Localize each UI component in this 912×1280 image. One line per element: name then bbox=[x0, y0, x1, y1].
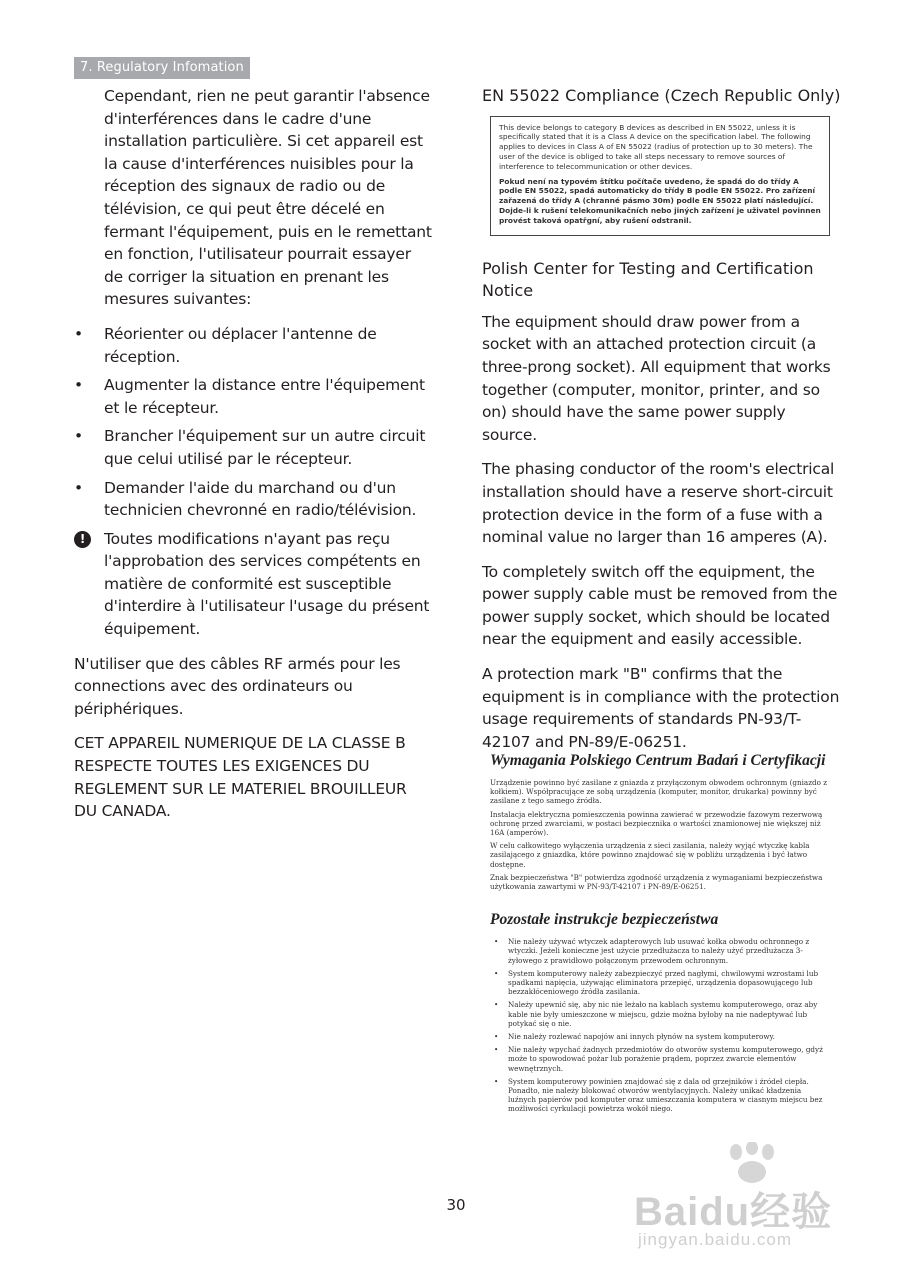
polish-center-heading: Polish Center for Testing and Certification Notice bbox=[482, 258, 814, 301]
polish-requirements-scan bbox=[482, 752, 842, 1118]
watermark-url: jingyan.baidu.com bbox=[638, 1230, 793, 1249]
bullet-icon: • bbox=[74, 427, 83, 446]
polish-paragraph: W celu całkowitego wyłączenia urządzenia z sieci zasilania, należy wyjąć wtyczkę kabla zasilającego z gniazdka, które powinno znajdować się w pobliżu urządzenia i być łatwo dostępne. bbox=[490, 841, 810, 869]
interference-paragraph: Cependant, rien ne peut garantir l'absence d'interférences dans le cadre d'une installation particulière. Si cet appareil est la cause d'interférences nuisibles pour la réception des signaux de radio ou de télévision, ce qui peut être décelé en fermant l'équipement, puis en le remettant en fonction, l'utilisateur pourrait essayer de corriger la situation en prenant les mesures suivantes: bbox=[104, 87, 432, 309]
polish-requirements-title: Wymagania Polskiego Centrum Badań i Certyfikacji bbox=[490, 752, 826, 769]
polish-paragraph: Urządzenie powinno być zasilane z gniazda z przyłączonym obwodem ochronnym (gniazdo z kołkiem). Współpracujące ze sobą urządzenia (komputer, monitor, drukarka) powinny być zasilane z tego samego źródła. bbox=[490, 778, 827, 806]
list-item: • Réorienter ou déplacer l'antenne de réception. bbox=[74, 324, 377, 366]
watermark-brand: Baidu经验 bbox=[634, 1190, 833, 1234]
warning-text: Toutes modifications n'ayant pas reçu l'approbation des services compétents en matière de conformité est susceptible d'interdire à l'utilisateur l'usage du présent équipement. bbox=[104, 529, 430, 639]
canada-compliance-paragraph: CET APPAREIL NUMERIQUE DE LA CLASSE B RESPECTE TOUTES LES EXIGENCES DU REGLEMENT SUR LE MATERIEL BROUILLEUR DU CANADA. bbox=[74, 734, 407, 821]
polish-safety-title: Pozostałe instrukcje bezpieczeństwa bbox=[490, 911, 719, 929]
en55022-heading: EN 55022 Compliance (Czech Republic Only) bbox=[482, 86, 841, 105]
rf-cable-paragraph: N'utiliser que des câbles RF armés pour les connections avec des ordinateurs ou périphériques. bbox=[74, 654, 401, 718]
polish-paragraph: Znak bezpieczeństwa "B" potwierdza zgodność urządzenia z wymaganiami bezpieczeństwa użytkowania zawartymi w PN-93/T-42107 i PN-89/E-06251. bbox=[490, 872, 823, 892]
list-item: • Nie należy używać wtyczek adapterowych lub usuwać kołka obwodu ochronnego z wtyczki. Jeżeli konieczne jest użycie przedłużacza to należy użyć przedłużacza 3-żyłowego z prawidłowo połączonym przewodem ochronnym. bbox=[490, 937, 830, 965]
list-item: • System komputerowy należy zabezpieczyć przed nagłymi, chwilowymi wzrostami lub spadkami napięcia, używając eliminatora przepięć, urządzenia dopasowującego lub bezzakłóceniowego źródła zasilania. bbox=[490, 969, 830, 997]
right-column bbox=[482, 85, 842, 765]
page-number: 30 bbox=[446, 1196, 466, 1214]
baidu-watermark bbox=[634, 1142, 884, 1252]
switch-off-paragraph: To completely switch off the equipment, the power supply cable must be removed from the power supply socket, which should be located near the equipment and easily accessible. bbox=[482, 562, 838, 649]
list-item: • Brancher l'équipement sur un autre circuit que celui utilisé par le récepteur. bbox=[74, 427, 426, 468]
en55022-czech-text: Pokud není na typovém štítku počítače uvedeno, že spadá do do třídy A podle EN 55022, spadá automaticky do třídy B podle EN 55022. Pro zařízení zařazená do třídy A (chranné pásmo 30m) podle EN 55022 platí následující. Dojde-li k rušení telekomunikačních nebo jiných zařízení je uživatel povinnen provést taková opatřgní, aby rušení odstranil. bbox=[499, 176, 821, 225]
en55022-english-text: This device belongs to category B devices as described in EN 55022, unless it is specifically stated that it is a Class A device on the specification label. The following applies to devices in Class A of EN 55022 (radius of protection up to 30 meters). The user of the device is obliged to take all steps necessary to remove sources of interference to telecommunication or other devices. bbox=[499, 122, 813, 171]
section-tab: 7. Regulatory Infomation bbox=[74, 57, 250, 79]
bullet-icon: • bbox=[74, 324, 83, 343]
list-item: • Nie należy rozlewać napojów ani innych płynów na system komputerowy. bbox=[490, 1032, 830, 1041]
protection-mark-paragraph: A protection mark "B" confirms that the equipment is in compliance with the protection usage requirements of standards PN-93/T-42107 and PN-89/E-06251. bbox=[482, 665, 840, 751]
measures-list bbox=[74, 323, 434, 522]
bullet-icon: • bbox=[74, 478, 83, 497]
en55022-notice-box bbox=[490, 116, 830, 236]
list-item: • System komputerowy powinien znajdować się z dala od grzejników i źródeł ciepła. Ponadto, nie należy blokować otworów wentylacyjnych. Należy unikać kładzenia luźnych papierów pod komputer oraz umieszczania komputera w ciasnym miejscu bez możliwości cyrkulacji powietrza wokół niego. bbox=[490, 1077, 830, 1114]
phasing-conductor-paragraph: The phasing conductor of the room's electrical installation should have a reserve short-circuit protection device in the form of a fuse with a nominal value no larger than 16 amperes (A). bbox=[482, 460, 835, 547]
left-column bbox=[74, 85, 434, 823]
list-item: • Należy upewnić się, aby nic nie leżało na kablach systemu komputerowego, oraz aby kable nie były umieszczone w miejscu, gdzie można byłoby na nie nadeptywać lub potykać się o nie. bbox=[490, 1000, 830, 1028]
power-socket-paragraph: The equipment should draw power from a socket with an attached protection circuit (a three-prong socket). All equipment that works together (computer, monitor, printer, and so on) should have the same power supply source. bbox=[482, 312, 831, 444]
list-item: • Demander l'aide du marchand ou d'un technicien chevronné en radio/télévision. bbox=[74, 478, 417, 520]
list-item: • Nie należy wpychać żadnych przedmiotów do otworów systemu komputerowego, gdyż może to spowodować pożar lub porażenie prądem, poprzez zwarcie elementów wewnętrznych. bbox=[490, 1045, 830, 1073]
exclamation-icon: ! bbox=[74, 531, 91, 548]
polish-paragraph: Instalacja elektryczna pomieszczenia powinna zawierać w przewodzie fazowym rezerwową ochronę przed zwarciami, w postaci bezpiecznika o wartości znamionowej nie większej niż 16A (amperów). bbox=[490, 809, 823, 838]
bullet-icon: • bbox=[74, 376, 83, 395]
list-item: • Augmenter la distance entre l'équipement et le récepteur. bbox=[74, 376, 425, 417]
warning-note bbox=[74, 528, 434, 641]
polish-safety-list bbox=[490, 937, 842, 1113]
